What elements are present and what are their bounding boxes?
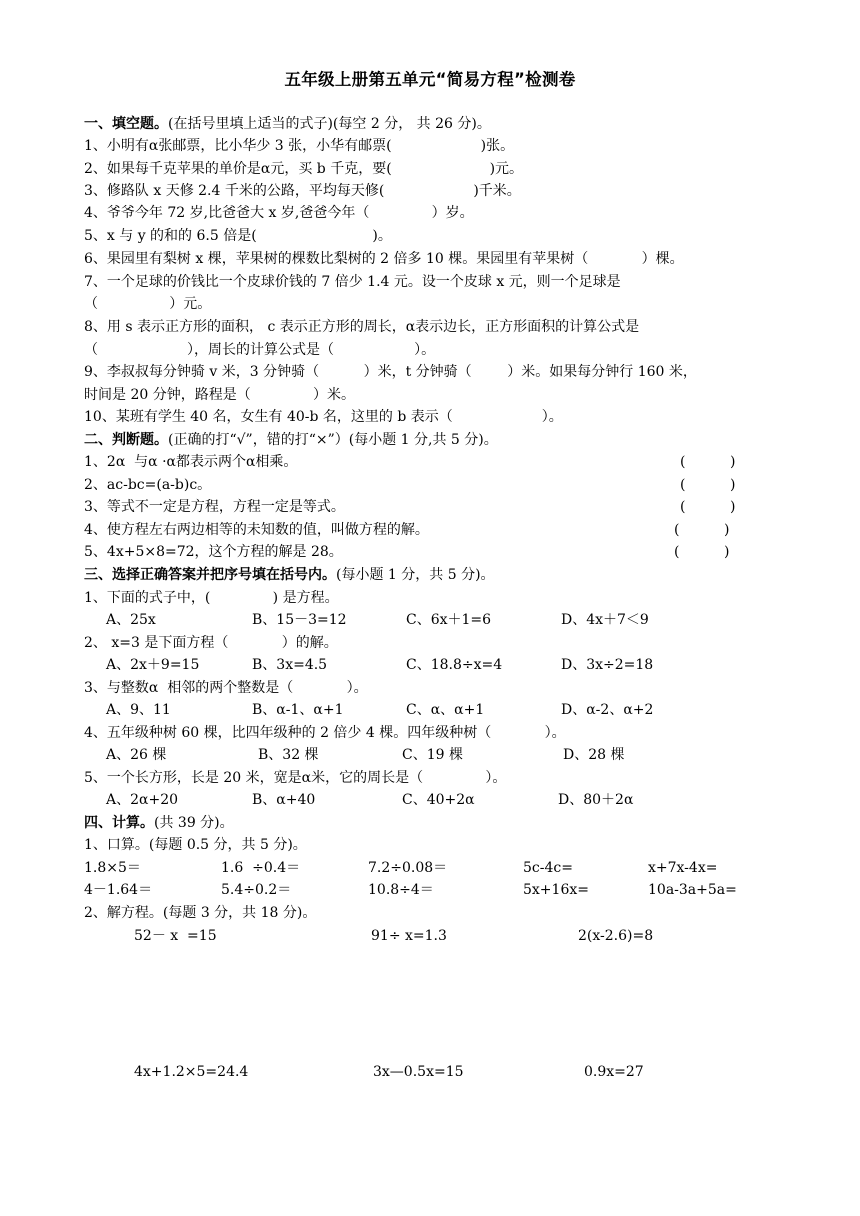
section-1-title: 一、填空题。 <box>84 116 168 132</box>
option-a[interactable]: A、26 棵 <box>106 747 167 763</box>
option-d[interactable]: D、4x＋7＜9 <box>561 612 649 628</box>
s1-question-7b: （ ）元。 <box>84 296 212 312</box>
section-2-title: 二、判断题。 <box>84 432 168 448</box>
mental-math-item: 10a-3a+5a= <box>648 882 737 898</box>
s1-question-4: 4、爷爷今年 72 岁,比爸爸大 x 岁,爸爸今年（ ）岁。 <box>84 205 474 221</box>
option-b[interactable]: B、32 棵 <box>258 747 319 763</box>
option-c[interactable]: C、19 棵 <box>402 747 463 763</box>
s1-question-8b: （ ），周长的计算公式是（ ）。 <box>84 342 436 358</box>
equation-item: 52－ x =15 <box>134 928 217 944</box>
section-1-note: (在括号里填上适当的式子)(每空 2 分， 共 26 分)。 <box>168 116 491 132</box>
answer-bracket[interactable]: ( ) <box>680 499 736 515</box>
mental-math-item: 1.8×5＝ <box>84 860 141 876</box>
s1-question-6: 6、果园里有梨树 x 棵，苹果树的棵数比梨树的 2 倍多 10 棵。果园里有苹果树（ ）棵。 <box>84 251 684 267</box>
mental-math-item: 5x+16x= <box>523 882 589 898</box>
mental-math-item: 10.8÷4＝ <box>368 882 434 898</box>
section-1-heading <box>84 114 491 134</box>
option-b[interactable]: B、15－3=12 <box>252 612 347 628</box>
s3-question-2: 2、 x=3 是下面方程（ ）的解。 <box>84 635 338 651</box>
s4-subheading-1: 1、口算。(每题 0.5 分，共 5 分)。 <box>84 837 307 853</box>
section-4-title: 四、计算。 <box>84 815 154 831</box>
option-c[interactable]: C、40+2α <box>402 792 475 808</box>
option-a[interactable]: A、9、11 <box>106 702 171 718</box>
section-4-heading <box>84 813 234 833</box>
option-a[interactable]: A、2α+20 <box>106 792 179 808</box>
answer-bracket[interactable]: ( ) <box>674 522 730 538</box>
mental-math-item: x+7x-4x= <box>648 860 718 876</box>
s4-subheading-2: 2、解方程。(每题 3 分，共 18 分)。 <box>84 905 317 921</box>
section-3-note: (每小题 1 分，共 5 分)。 <box>336 567 495 583</box>
judge-item: 4、使方程左右两边相等的未知数的值，叫做方程的解。 <box>84 522 429 538</box>
option-b[interactable]: B、3x=4.5 <box>252 657 328 673</box>
option-c[interactable]: C、α、α+1 <box>406 702 485 718</box>
judge-item: 5、4x+5×8=72，这个方程的解是 28。 <box>84 544 343 560</box>
section-3-heading <box>84 565 495 585</box>
mental-math-item: 1.6 ÷0.4＝ <box>221 860 301 876</box>
equation-item: 3x—0.5x=15 <box>373 1064 464 1080</box>
s1-question-5: 5、x 与 y 的和的 6.5 倍是( )。 <box>84 228 392 244</box>
judge-item: 2、ac-bc=(a-b)c。 <box>84 477 212 493</box>
section-2-heading <box>84 430 498 450</box>
s1-question-3: 3、修路队 x 天修 2.4 千米的公路，平均每天修( )千米。 <box>84 183 521 199</box>
option-a[interactable]: A、2x＋9=15 <box>106 657 200 673</box>
s3-question-3: 3、与整数α 相邻的两个整数是（ ）。 <box>84 680 368 696</box>
mental-math-item: 4－1.64＝ <box>84 882 153 898</box>
option-c[interactable]: C、18.8÷x=4 <box>406 657 503 673</box>
s1-question-9b: 时间是 20 分钟，路程是（ ）米。 <box>84 387 356 403</box>
option-d[interactable]: D、80＋2α <box>558 792 634 808</box>
answer-bracket[interactable]: ( ) <box>680 454 736 470</box>
answer-bracket[interactable]: ( ) <box>674 544 730 560</box>
s3-question-5: 5、一个长方形，长是 20 米，宽是α米，它的周长是（ ）。 <box>84 770 507 786</box>
page-title: 五年级上册第五单元“简易方程”检测卷 <box>284 70 576 89</box>
s1-question-1: 1、小明有α张邮票，比小华少 3 张，小华有邮票( )张。 <box>84 138 515 154</box>
mental-math-item: 5.4÷0.2＝ <box>221 882 292 898</box>
equation-item: 0.9x=27 <box>584 1064 644 1080</box>
option-c[interactable]: C、6x＋1=6 <box>406 612 492 628</box>
s1-question-10: 10、某班有学生 40 名，女生有 40-b 名，这里的 b 表示（ ）。 <box>84 409 563 425</box>
option-d[interactable]: D、3x÷2=18 <box>561 657 654 673</box>
answer-bracket[interactable]: ( ) <box>680 477 736 493</box>
s1-question-2: 2、如果每千克苹果的单价是α元，买 b 千克，要( )元。 <box>84 161 524 177</box>
option-d[interactable]: D、28 棵 <box>563 747 625 763</box>
option-b[interactable]: B、α-1、α+1 <box>252 702 344 718</box>
equation-item: 91÷ x=1.3 <box>371 928 447 944</box>
judge-item: 3、等式不一定是方程，方程一定是等式。 <box>84 499 345 515</box>
s1-question-9a: 9、李叔叔每分钟骑 v 米，3 分钟骑（ ）米，t 分钟骑（ ）米。如果每分钟行 160 米， <box>84 364 697 380</box>
judge-item: 1、2α 与α ·α都表示两个α相乘。 <box>84 454 298 470</box>
option-b[interactable]: B、α+40 <box>252 792 316 808</box>
s1-question-7a: 7、一个足球的价钱比一个皮球价钱的 7 倍少 1.4 元。设一个皮球 x 元，则一个足球是 <box>84 274 621 290</box>
section-2-note: (正确的打“√”，错的打“×”）(每小题 1 分,共 5 分)。 <box>168 432 498 448</box>
s3-question-4: 4、五年级种树 60 棵，比四年级种的 2 倍少 4 棵。四年级种树（ ）。 <box>84 725 566 741</box>
section-4-note: (共 39 分)。 <box>154 815 234 831</box>
option-d[interactable]: D、α-2、α+2 <box>561 702 654 718</box>
equation-item: 4x+1.2×5=24.4 <box>134 1064 249 1080</box>
mental-math-item: 7.2÷0.08＝ <box>368 860 448 876</box>
s1-question-8a: 8、用 s 表示正方形的面积， c 表示正方形的周长，α表示边长，正方形面积的计算公式是 <box>84 319 640 335</box>
mental-math-item: 5c-4c= <box>523 860 573 876</box>
s3-question-1: 1、下面的式子中，( ) 是方程。 <box>84 590 339 606</box>
option-a[interactable]: A、25x <box>106 612 156 628</box>
equation-item: 2(x-2.6)=8 <box>578 928 654 944</box>
section-3-title: 三、选择正确答案并把序号填在括号内。 <box>84 567 336 583</box>
